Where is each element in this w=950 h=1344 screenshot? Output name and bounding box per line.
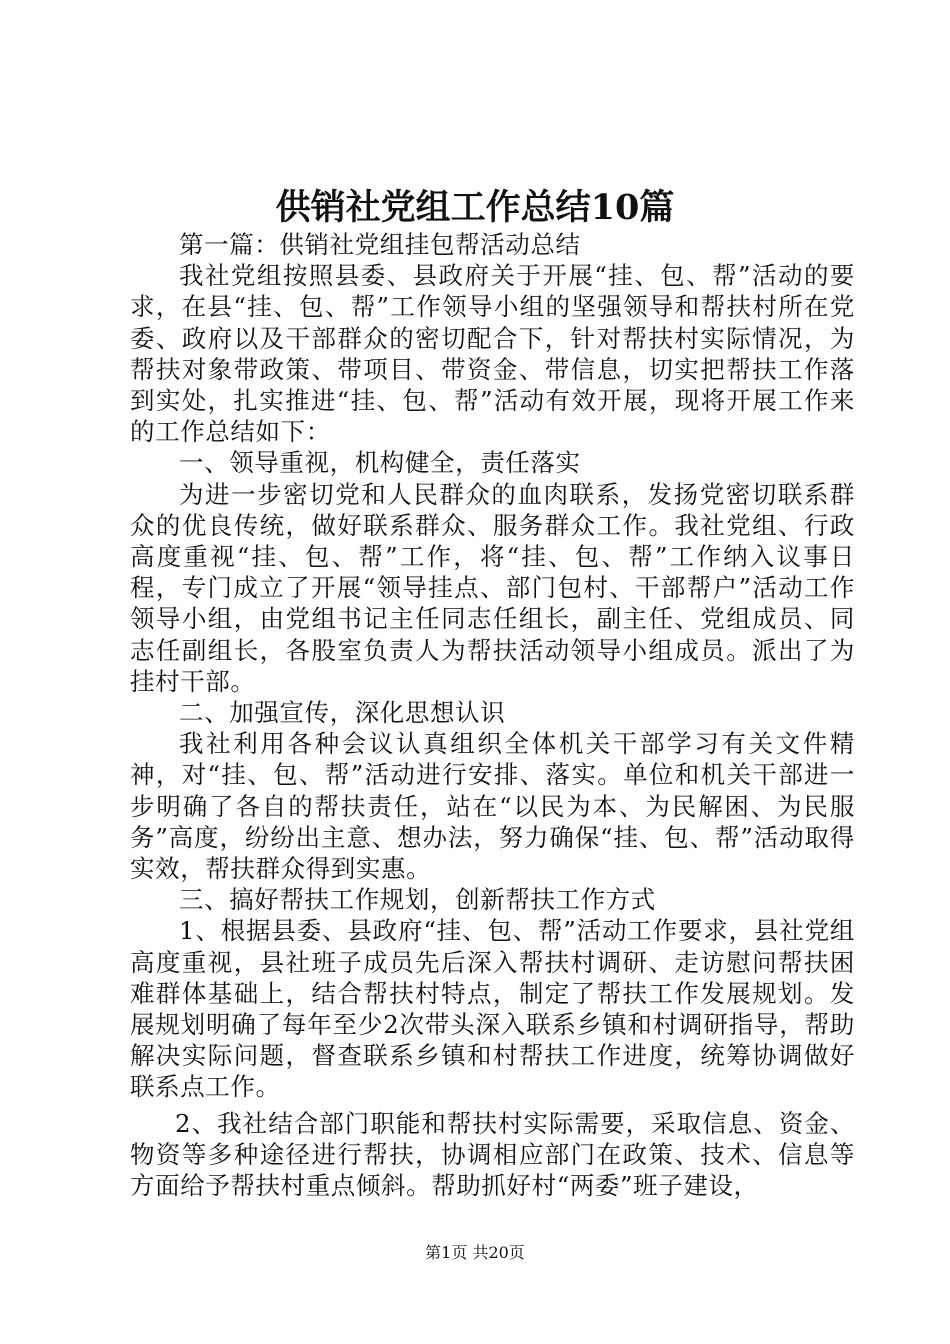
- section-heading: 第一篇：供销社党组挂包帮活动总结: [179, 230, 581, 259]
- section-heading: 一、领导重视，机构健全，责任落实: [179, 448, 581, 478]
- body-paragraph: 我社党组按照县委、县政府关于开展“挂、包、帮”活动的要求，在县“挂、包、帮”工作领导小组的坚强领导和帮扶村所在党委、政府以及干部群众的密切配合下，针对帮扶村实际情况，为帮扶对象带政策、带项目、带资金、带信息，切实把帮扶工作落到实处，扎实推进“挂、包、帮”活动有效开展，现将开展工作来的工作总结如下：: [130, 261, 855, 447]
- section-heading: 三、搞好帮扶工作规划，创新帮扶工作方式: [179, 885, 656, 915]
- document-body: [130, 229, 855, 1201]
- body-paragraph: 为进一步密切党和人民群众的血肉联系，发扬党密切联系群众的优良传统，做好联系群众、服务群众工作。我社党组、行政高度重视“挂、包、帮”工作，将“挂、包、帮”工作纳入议事日程，专门成立了开展“领导挂点、部门包村、干部帮户”活动工作领导小组，由党组书记主任同志任组长，副主任、党组成员、同志任副组长，各股室负责人为帮扶活动领导小组成员。派出了为挂村干部。: [130, 479, 855, 696]
- page-footer: 第1页 共20页: [425, 1243, 525, 1262]
- body-paragraph: 我社利用各种会议认真组织全体机关干部学习有关文件精神，对“挂、包、帮”活动进行安排、落实。单位和机关干部进一步明确了各自的帮扶责任，站在“以民为本、为民解困、为民服务”高度，纷纷出主意、想办法，努力确保“挂、包、帮”活动取得实效，帮扶群众得到实惠。: [130, 729, 855, 884]
- document-title: 供销社党组工作总结10篇: [275, 187, 675, 228]
- numbered-paragraph: 2、我社结合部门职能和帮扶村实际需要，采取信息、资金、物资等多种途径进行帮扶，协调相应部门在政策、技术、信息等方面给予帮扶村重点倾斜。帮助抓好村“两委”班子建设，: [130, 1108, 855, 1201]
- numbered-paragraph: 1、根据县委、县政府“挂、包、帮”活动工作要求，县社党组高度重视，县社班子成员先后深入帮扶村调研、走访慰问帮扶困难群体基础上，结合帮扶村特点，制定了帮扶工作发展规划。发展规划明确了每年至少2次带头深入联系乡镇和村调研指导，帮助解决实际问题，督查联系乡镇和村帮扶工作进度，统筹协调做好联系点工作。: [130, 916, 855, 1102]
- section-heading: 二、加强宣传，深化思想认识: [179, 698, 506, 728]
